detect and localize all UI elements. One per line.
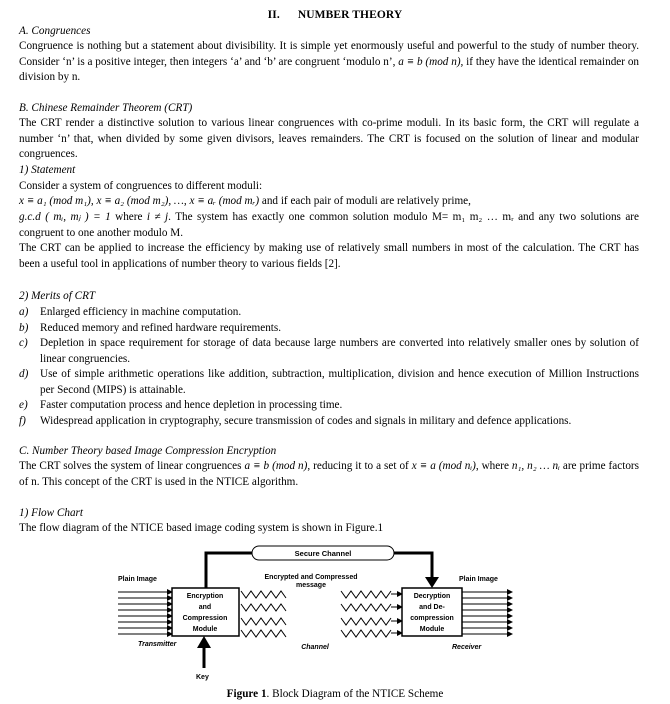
- merit-text: Depletion in space requirement for storage of data because large numbers are converted into relatively smaller ones by solution of linear congruencies.: [40, 337, 639, 365]
- congruence-system-formula: x ≡ a₁ (mod m₁), x ≡ a₂ (mod m₂), …, x ≡ aᵣ (mod mᵣ): [19, 195, 260, 207]
- statement-where: where: [110, 211, 147, 223]
- merit-text: Enlarged efficiency in machine computation.: [40, 306, 242, 318]
- secure-channel-arrowhead: [425, 577, 439, 588]
- channel-label: Channel: [301, 644, 329, 651]
- merit-text: Use of simple arithmetic operations like addition, subtraction, multiplication, division and hence execution of Million Instructions per Second (MIPS) is attainable.: [40, 368, 639, 396]
- decryption-module-line3: compression: [410, 615, 454, 622]
- secure-channel-line-left: [206, 553, 252, 588]
- figure-caption: [0, 688, 670, 700]
- merit-label: e): [19, 399, 28, 411]
- merit-text: Widespread application in cryptography, secure transmission of codes and signals in military and defence applications.: [40, 414, 572, 427]
- statement-line-3: [19, 210, 639, 241]
- channel-waves: [241, 591, 391, 637]
- decryption-module-line1: Decryption: [413, 593, 451, 600]
- plain-image-right-label: Plain Image: [459, 576, 498, 583]
- subsection-c-heading: C. Number Theory based Image Compression Encryption: [19, 445, 277, 457]
- statement-line-2-text: and if each pair of moduli are relatively prime,: [259, 195, 471, 207]
- plain-image-left-label: Plain Image: [118, 576, 157, 583]
- receiver-label: Receiver: [452, 644, 482, 651]
- key-label: Key: [196, 674, 209, 681]
- merit-item: [19, 336, 639, 367]
- statement-line-2: [19, 194, 639, 210]
- plain-image-input-arrows: [118, 592, 172, 634]
- ntice-block-diagram: [0, 540, 670, 685]
- crt-application-paragraph: The CRT can be applied to increase the efficiency by making use of relatively small numbers in most of the calculation. The CRT has been a useful tool in applications of number theory to various fields [2].: [19, 242, 639, 270]
- congruences-paragraph: [19, 39, 639, 86]
- merit-item: [19, 305, 639, 321]
- figure-caption-text: . Block Diagram of the NTICE Scheme: [266, 688, 444, 700]
- statement-line-1: Consider a system of congruences to different moduli:: [19, 180, 263, 192]
- encryption-module-line3: Compression: [182, 615, 228, 622]
- key-arrowhead: [197, 636, 211, 648]
- merit-label: a): [19, 306, 29, 318]
- merit-text: Faster computation process and hence depletion in processing time.: [40, 399, 343, 411]
- secure-channel-label: Secure Channel: [294, 549, 352, 558]
- section-heading: [0, 9, 670, 21]
- congruence-formula: a ≡ b (mod n),: [398, 55, 464, 68]
- ntice-text-2: , reducing it to a set of: [307, 460, 412, 472]
- merit-item: [19, 367, 639, 398]
- secure-channel-line-right: [394, 553, 432, 578]
- merit-text: Reduced memory and refined hardware requirements.: [40, 321, 282, 334]
- merits-heading: 2) Merits of CRT: [19, 290, 96, 302]
- section-title: NUMBER THEORY: [297, 9, 403, 21]
- merit-label: f): [19, 414, 26, 427]
- gcd-formula: g.c.d ( mᵢ, mⱼ ) = 1: [19, 211, 111, 223]
- reduced-congruence-formula: x ≡ a (mod nᵢ): [411, 460, 476, 472]
- ntice-paragraph: [19, 459, 639, 490]
- congruences-text-2: if they have the identical remainder on division by n.: [19, 55, 640, 83]
- decryption-module-line2: and De-: [419, 604, 445, 611]
- transmitter-label: Transmitter: [138, 641, 177, 648]
- linear-congruence-formula: a ≡ b (mod n): [244, 460, 308, 472]
- merit-label: c): [19, 337, 28, 349]
- merit-item: [19, 414, 639, 430]
- encryption-module-line1: Encryption: [186, 593, 224, 600]
- merit-label: b): [19, 321, 29, 334]
- statement-line-3-text: . The system has exactly one common solution modulo M= m₁ m₂ … mᵣ and any two solutions are congruent to one another modulo M.: [19, 211, 640, 239]
- plain-image-output-arrows: [462, 592, 512, 634]
- merit-item: [19, 398, 639, 414]
- crt-paragraph: The CRT render a distinctive solution to various linear congruences with co-prime moduli. In its basic form, the CRT will regulate a number ‘n’ that, when divided by some given divisors, leaves remainders. The CRT is focused on the solution of linear and modular congruences.: [19, 117, 639, 160]
- flow-chart-heading: 1) Flow Chart: [19, 507, 84, 519]
- congruences-text-1: Congruence is nothing but a statement about divisibility. It is simple yet enormously useful and powerful to the study of number theory. Consider ‘n’ is a positive integer, then integers ‘a’ and ‘b’ are congruent ‘modulo n’,: [19, 40, 639, 68]
- subsection-b-heading: B. Chinese Remainder Theorem (CRT): [19, 102, 193, 114]
- ntice-text-4: are prime factors of n. This concept of the CRT is used in the NTICE algorithm.: [19, 460, 639, 488]
- section-number: II.: [267, 9, 280, 21]
- merit-item: [19, 321, 639, 337]
- message-label-line1: Encrypted and Compressed: [264, 574, 358, 581]
- prime-factors-formula: n₁, n₂ … nᵢ: [511, 460, 560, 472]
- subsection-a-heading: A. Congruences: [19, 25, 91, 37]
- decryption-module-line4: Module: [419, 626, 445, 633]
- merits-list: [19, 305, 639, 429]
- flow-chart-paragraph: The flow diagram of the NTICE based image coding system is shown in Figure.1: [19, 522, 384, 534]
- ntice-text-1: The CRT solves the system of linear congruences: [19, 460, 245, 472]
- figure-caption-number: Figure 1: [226, 688, 267, 700]
- statement-heading: 1) Statement: [19, 164, 76, 176]
- merit-label: d): [19, 368, 29, 380]
- index-inequality: i ≠ j: [146, 211, 169, 223]
- ntice-text-3: , where: [475, 460, 512, 472]
- channel-arrows: [391, 594, 402, 633]
- encryption-module-line4: Module: [192, 626, 218, 633]
- encryption-module-line2: and: [198, 604, 212, 611]
- message-label-line2: message: [296, 582, 326, 589]
